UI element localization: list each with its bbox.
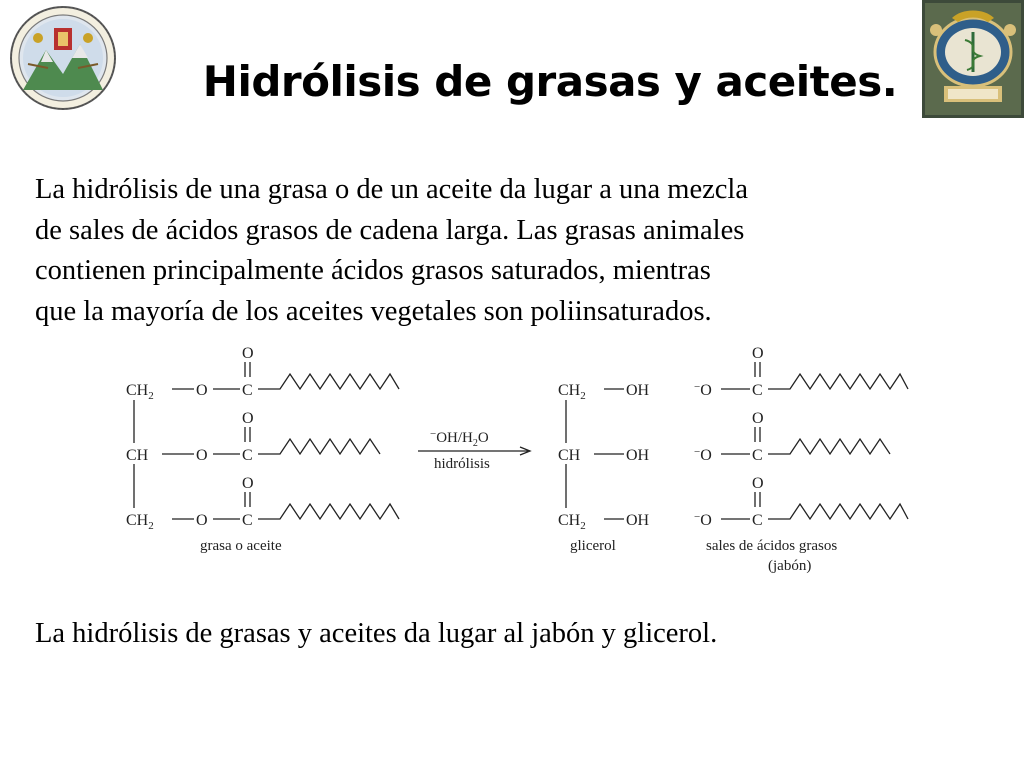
intro-line: de sales de ácidos grasos de cadena larga. Las grasas animales <box>35 214 745 246</box>
reaction-conditions: $^-OH/H_2O$ <box>430 428 489 449</box>
ch2-label: $CH_2$ <box>558 382 586 402</box>
ester-oxygen: O <box>196 512 208 529</box>
carbonyl-carbon: C <box>752 447 763 464</box>
carbonyl-oxygen: O <box>752 475 764 492</box>
ester-oxygen: O <box>196 447 208 464</box>
anion-oxygen: −O <box>694 511 712 529</box>
hydroxyl-label: OH <box>626 512 650 529</box>
ester-oxygen: O <box>196 382 208 399</box>
intro-line: que la mayoría de los aceites vegetales son poliinsaturados. <box>35 295 712 327</box>
soap-label: (jabón) <box>768 558 812 574</box>
triglyceride-structure <box>126 345 399 554</box>
carbonyl-carbon: C <box>242 512 253 529</box>
reaction-arrow <box>418 428 530 472</box>
ch2-label: $CH_2$ <box>126 382 154 402</box>
conclusion-text: La hidrólisis de grasas y aceites da lugar al jabón y glicerol. <box>35 618 718 649</box>
pharmacy-faculty-crest-icon <box>922 0 1024 118</box>
carbonyl-oxygen: O <box>752 345 764 362</box>
carbonyl-carbon: C <box>752 382 763 399</box>
reaction-conditions-label: hidrólisis <box>434 456 490 472</box>
ch2-label: $CH_2$ <box>558 512 586 532</box>
carbonyl-oxygen: O <box>242 410 254 427</box>
ch-label: CH <box>126 447 149 464</box>
hydroxyl-label: OH <box>626 447 650 464</box>
ch-label: CH <box>558 447 581 464</box>
salts-label: sales de ácidos grasos <box>706 538 838 554</box>
glycerol-label: glicerol <box>570 538 616 554</box>
glycerol-structure <box>558 382 650 554</box>
carbonyl-oxygen: O <box>242 345 254 362</box>
hydrolysis-reaction-scheme <box>120 340 920 580</box>
anion-oxygen: −O <box>694 381 712 399</box>
intro-line: La hidrólisis de una grasa o de un aceite da lugar a una mezcla <box>35 174 748 205</box>
reactant-label: grasa o aceite <box>200 538 282 554</box>
hydroxyl-label: OH <box>626 382 650 399</box>
carbonyl-carbon: C <box>752 512 763 529</box>
page-title: Hidrólisis de grasas y aceites. <box>202 57 898 107</box>
anion-oxygen: −O <box>694 446 712 464</box>
fatty-acid-salts-structure <box>694 345 908 574</box>
carbonyl-carbon: C <box>242 447 253 464</box>
carbonyl-carbon: C <box>242 382 253 399</box>
university-seal-icon <box>8 4 118 112</box>
intro-paragraph <box>35 170 1010 332</box>
ch2-label: $CH_2$ <box>126 512 154 532</box>
intro-line: contienen principalmente ácidos grasos saturados, mientras <box>35 255 711 286</box>
carbonyl-oxygen: O <box>242 475 254 492</box>
carbonyl-oxygen: O <box>752 410 764 427</box>
